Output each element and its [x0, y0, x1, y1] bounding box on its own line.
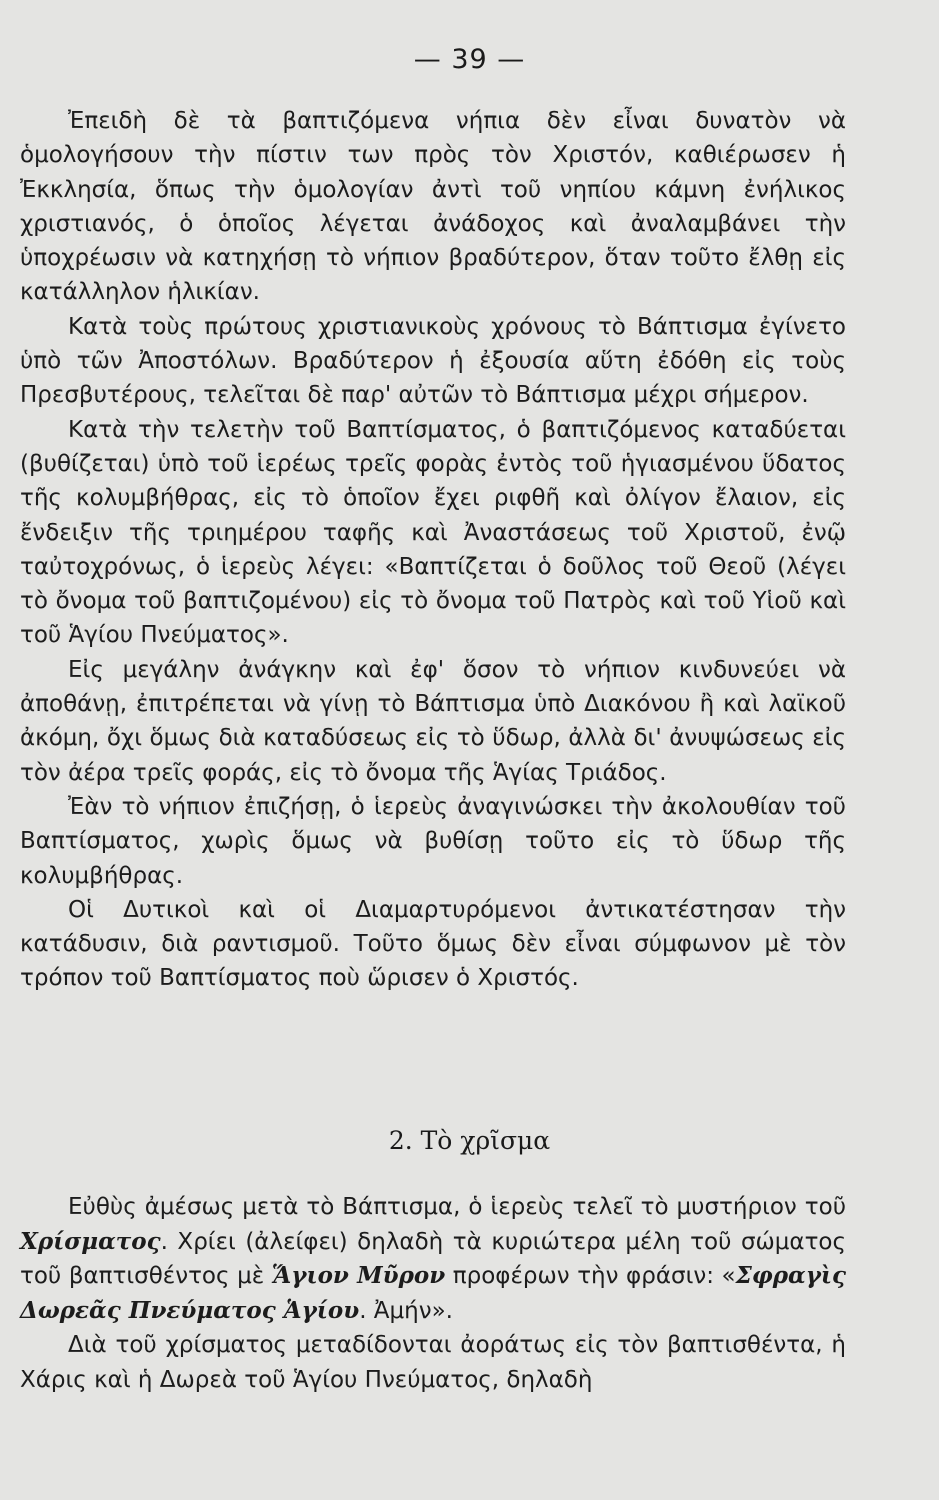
chrism-text-part1: Εὐθὺς ἀμέσως μετὰ τὸ Βάπτισμα, ὁ ἱερεὺς τελεῖ τὸ μυστήριον τοῦ [68, 1194, 846, 1220]
paragraph-infant-survives: Ἐὰν τὸ νήπιον ἐπιζήσῃ, ὁ ἱερεὺς ἀναγινώσκει τὴν ἀκολουθίαν τοῦ Βαπτίσματος, χωρὶς ὅμως νὰ βυθίσῃ τοῦτο εἰς τὸ ὕδωρ τῆς κολυμβήθρας. [20, 793, 846, 889]
chrism-text-part3: προφέρων τὴν φράσιν: « [445, 1263, 736, 1289]
chrism-emphasis-2: Ἅγιον Μῦρον [271, 1262, 446, 1289]
body-text-lower [20, 1190, 846, 1397]
paragraph-early-baptism: Κατὰ τοὺς πρώτους χριστιανικοὺς χρόνους τὸ Βάπτισμα ἐγίνετο ὑπὸ τῶν Ἀποστόλων. Βραδύτερον ἡ ἐξουσία αὕτη ἐδόθη εἰς τοὺς Πρεσβυτέρους, τελεῖται δὲ παρ' αὐτῶν τὸ Βάπτισμα μέχρι σήμερον. [20, 313, 846, 409]
paragraph-chrism-grace: Διὰ τοῦ χρίσματος μεταδίδονται ἀοράτως εἰς τὸν βαπτισθέντα, ἡ Χάρις καὶ ἡ Δωρεὰ τοῦ Ἁγίου Πνεύματος, δηλαδὴ [20, 1332, 846, 1393]
chrism-emphasis-3: Σφραγὶς Δωρεᾶς Πνεύματος Ἁγίου [20, 1262, 847, 1324]
paragraph-western-practice: Οἱ Δυτικοὶ καὶ οἱ Διαμαρτυρόμενοι ἀντικατέστησαν τὴν κατάδυσιν, διὰ ραντισμοῦ. Τοῦτο ὅμως δὲν εἶναι σύμφωνον μὲ τὸν τρόπον τοῦ Βαπτίσματος ποὺ ὥρισεν ὁ Χριστός. [20, 896, 846, 992]
paragraph-chrism-rite [20, 1190, 846, 1328]
section-heading-chrism: 2. Τὸ χρῖσμα [388, 1126, 551, 1155]
page-number: — 39 — [413, 44, 526, 75]
body-text-upper [20, 104, 846, 996]
paragraph-godparent: Ἐπειδὴ δὲ τὰ βαπτιζόμενα νήπια δὲν εἶναι δυνατὸν νὰ ὁμολογήσουν τὴν πίστιν των πρὸς τὸν Χριστόν, καθιέρωσεν ἡ Ἐκκλησία, ὅπως τὴν ὁμολογίαν ἀντὶ τοῦ νηπίου κάμνη ἐνήλικος χριστιανός, ὁ ὁποῖος λέγεται ἀνάδοχος καὶ ἀναλαμβάνει τὴν ὑποχρέωσιν νὰ κατηχήσῃ τὸ νήπιον βραδύτερον, ὅταν τοῦτο ἔλθῃ εἰς κατάλληλον ἡλικίαν. [20, 108, 846, 306]
chrism-text-part4: . Ἀμήν». [359, 1297, 453, 1324]
chrism-text-part2: . Χρίει (ἀλείφει) δηλαδὴ τὰ κυριώτερα μέλη τοῦ σώματος τοῦ βαπτισθέντος μὲ [20, 1228, 846, 1289]
paragraph-baptism-ceremony: Κατὰ τὴν τελετὴν τοῦ Βαπτίσματος, ὁ βαπτιζόμενος καταδύεται (βυθίζεται) ὑπὸ τοῦ ἱερέως τρεῖς φορὰς ἐντὸς τοῦ ἡγιασμένου ὕδατος τῆς κολυμβήθρας, εἰς τὸ ὁποῖον ἔχει ριφθῆ καὶ ὀλίγον ἔλαιον, εἰς ἔνδειξιν τῆς τριημέρου ταφῆς καὶ Ἀναστάσεως τοῦ Χριστοῦ, ἐνῷ ταὐτοχρόνως, ὁ ἱερεὺς λέγει: «Βαπτίζεται ὁ δοῦλος τοῦ Θεοῦ (λέγει τὸ ὄνομα τοῦ βαπτιζομένου) εἰς τὸ ὄνομα τοῦ Πατρὸς καὶ τοῦ Υἱοῦ καὶ τοῦ Ἁγίου Πνεύματος». [20, 416, 846, 649]
paragraph-emergency-baptism: Εἰς μεγάλην ἀνάγκην καὶ ἐφ' ὅσον τὸ νήπιον κινδυνεύει νὰ ἀποθάνῃ, ἐπιτρέπεται νὰ γίνῃ τὸ Βάπτισμα ὑπὸ Διακόνου ἢ καὶ λαϊκοῦ ἀκόμη, ὄχι ὅμως διὰ καταδύσεως εἰς τὸ ὕδωρ, ἀλλὰ δι' ἀνυψώσεως εἰς τὸν ἀέρα τρεῖς φοράς, εἰς τὸ ὄνομα τῆς Ἁγίας Τριάδος. [20, 656, 846, 786]
chrism-emphasis-1: Χρίσματος [20, 1227, 161, 1255]
